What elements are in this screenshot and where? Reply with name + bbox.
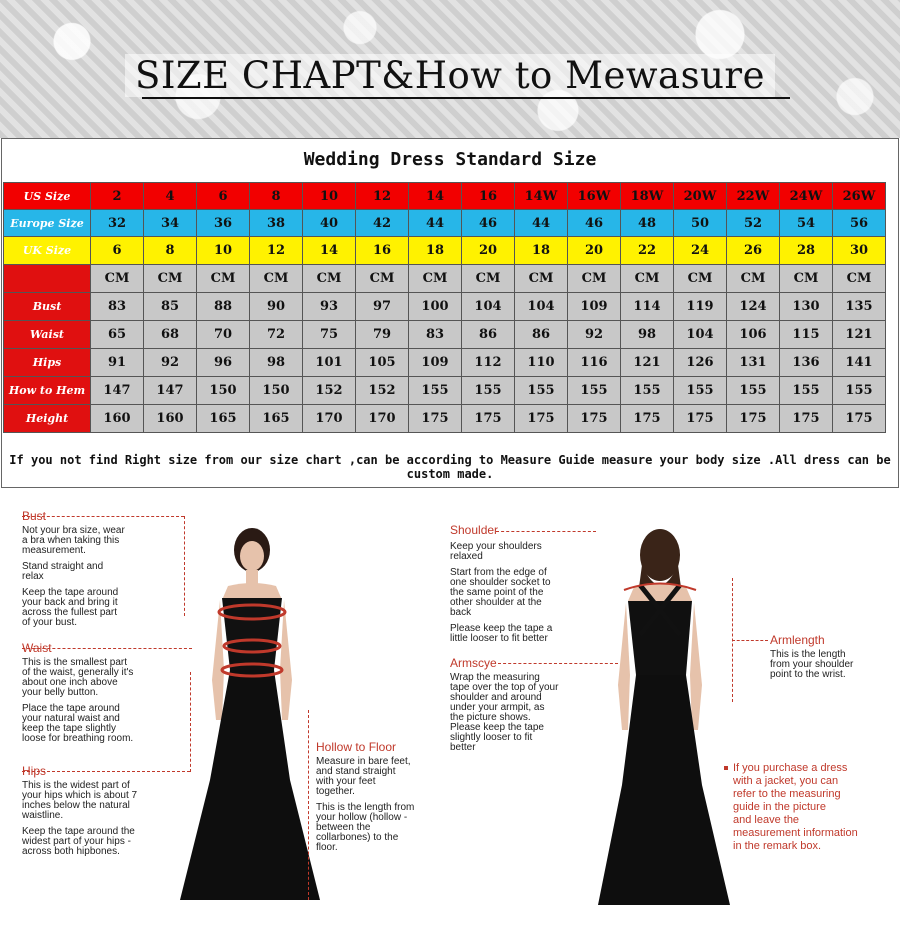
size-cell: 91 — [91, 349, 144, 377]
size-cell: 4 — [144, 183, 197, 210]
size-cell: CM — [568, 265, 621, 293]
size-cell: 16 — [356, 237, 409, 265]
row-label: Hips — [4, 349, 91, 377]
size-cell: 16 — [462, 183, 515, 210]
size-cell: 26 — [727, 237, 780, 265]
size-cell: CM — [197, 265, 250, 293]
size-row — [4, 237, 886, 265]
size-cell: 18 — [409, 237, 462, 265]
size-cell: CM — [250, 265, 303, 293]
size-cell: 152 — [303, 377, 356, 405]
header-banner — [0, 0, 900, 138]
size-cell: 38 — [250, 210, 303, 237]
size-cell: 165 — [250, 405, 303, 433]
size-cell: 155 — [621, 377, 674, 405]
size-cell: 147 — [91, 377, 144, 405]
size-cell: 175 — [621, 405, 674, 433]
size-cell: 14W — [515, 183, 568, 210]
size-cell: 12 — [356, 183, 409, 210]
size-cell: 124 — [727, 293, 780, 321]
size-cell: 28 — [780, 237, 833, 265]
size-cell: 32 — [91, 210, 144, 237]
waist-heading: Waist — [22, 641, 52, 655]
size-cell: 170 — [356, 405, 409, 433]
size-cell: 152 — [356, 377, 409, 405]
size-cell: 22W — [727, 183, 780, 210]
page-title: SIZE CHAPT&How to Mewasure — [0, 54, 900, 97]
size-cell: 90 — [250, 293, 303, 321]
size-row — [4, 377, 886, 405]
size-cell: 79 — [356, 321, 409, 349]
hips-guide — [22, 764, 137, 857]
size-cell: 88 — [197, 293, 250, 321]
size-cell: 24 — [674, 237, 727, 265]
row-label: Waist — [4, 321, 91, 349]
size-cell: 155 — [780, 377, 833, 405]
size-cell: 86 — [462, 321, 515, 349]
size-cell: CM — [409, 265, 462, 293]
size-cell: 6 — [91, 237, 144, 265]
size-cell: 135 — [833, 293, 886, 321]
size-cell: 101 — [303, 349, 356, 377]
size-cell: 100 — [409, 293, 462, 321]
size-cell: 85 — [144, 293, 197, 321]
size-row — [4, 349, 886, 377]
armlength-heading: Armlength — [770, 633, 825, 647]
size-cell: 175 — [462, 405, 515, 433]
size-cell: 112 — [462, 349, 515, 377]
jacket-note-block — [724, 762, 858, 853]
bust-guide — [22, 509, 125, 628]
size-table — [3, 182, 886, 433]
armlength-note: This is the length from your shoulder point to the wrist. — [770, 649, 854, 680]
row-label — [4, 265, 91, 293]
size-cell: 147 — [144, 377, 197, 405]
row-label: US Size — [4, 183, 91, 210]
shoulder-note: Please keep the tape a little looser to fit better — [450, 623, 553, 644]
size-cell: 175 — [568, 405, 621, 433]
row-label: Height — [4, 405, 91, 433]
size-cell: 150 — [250, 377, 303, 405]
armscye-leader — [498, 663, 618, 664]
size-cell: 92 — [144, 349, 197, 377]
size-row — [4, 183, 886, 210]
size-cell: 83 — [91, 293, 144, 321]
bullet-icon — [724, 766, 728, 770]
size-cell: 131 — [727, 349, 780, 377]
size-cell: 150 — [197, 377, 250, 405]
size-cell: 2 — [91, 183, 144, 210]
size-cell: 175 — [833, 405, 886, 433]
size-cell: 48 — [621, 210, 674, 237]
size-cell: 86 — [515, 321, 568, 349]
size-cell: 98 — [621, 321, 674, 349]
size-cell: 18W — [621, 183, 674, 210]
size-cell: 170 — [303, 405, 356, 433]
size-cell: 93 — [303, 293, 356, 321]
size-cell: 104 — [462, 293, 515, 321]
hollow-note: Measure in bare feet, and stand straight with your feet together. — [316, 756, 411, 797]
bust-leader — [22, 516, 184, 517]
row-label: UK Size — [4, 237, 91, 265]
shoulder-guide — [450, 523, 552, 644]
size-chart-title: Wedding Dress Standard Size — [303, 149, 597, 170]
size-cell: 44 — [409, 210, 462, 237]
bust-note: Stand straight and relax — [22, 561, 104, 582]
shoulder-note: Start from the edge of one shoulder socket to the same point of the other shoulder at the back — [450, 567, 551, 618]
hips-note: Keep the tape around the widest part of your hips - across both hipbones. — [22, 826, 135, 857]
hollow-leader — [308, 710, 309, 900]
size-cell: 155 — [727, 377, 780, 405]
size-cell: 97 — [356, 293, 409, 321]
size-cell: 106 — [727, 321, 780, 349]
size-cell: 105 — [356, 349, 409, 377]
waist-note: This is the smallest part of the waist, generally it's about one inch above your belly button. — [22, 657, 134, 698]
size-cell: 119 — [674, 293, 727, 321]
size-cell: 70 — [197, 321, 250, 349]
size-cell: 12 — [250, 237, 303, 265]
row-label: Bust — [4, 293, 91, 321]
size-cell: 96 — [197, 349, 250, 377]
size-cell: 8 — [250, 183, 303, 210]
size-cell: 165 — [197, 405, 250, 433]
size-cell: 10 — [303, 183, 356, 210]
size-cell: 44 — [515, 210, 568, 237]
row-label: How to Hem — [4, 377, 91, 405]
size-cell: 104 — [515, 293, 568, 321]
armscye-guide — [450, 656, 558, 753]
hollow-heading: Hollow to Floor — [316, 740, 397, 754]
size-cell: 155 — [568, 377, 621, 405]
size-cell: 20 — [462, 237, 515, 265]
size-cell: 109 — [568, 293, 621, 321]
size-cell: 6 — [197, 183, 250, 210]
waist-leader — [22, 648, 192, 649]
shoulder-note: Keep your shoulders relaxed — [450, 541, 542, 562]
size-cell: 52 — [727, 210, 780, 237]
size-cell: 40 — [303, 210, 356, 237]
bust-heading: Bust — [22, 509, 47, 523]
hips-leader — [22, 771, 190, 772]
size-cell: 109 — [409, 349, 462, 377]
armlength-guide — [770, 633, 853, 680]
hollow-note: This is the length from your hollow (hollow - between the collarbones) to the floor. — [316, 802, 415, 853]
size-cell: 175 — [674, 405, 727, 433]
size-cell: 175 — [780, 405, 833, 433]
size-cell: CM — [727, 265, 780, 293]
size-cell: 75 — [303, 321, 356, 349]
size-cell: CM — [674, 265, 727, 293]
hips-heading: Hips — [22, 764, 47, 778]
size-cell: 160 — [91, 405, 144, 433]
size-cell: 160 — [144, 405, 197, 433]
size-cell: 136 — [780, 349, 833, 377]
armlength-leader — [732, 640, 768, 641]
size-cell: 175 — [515, 405, 568, 433]
size-cell: 36 — [197, 210, 250, 237]
size-cell: 83 — [409, 321, 462, 349]
size-cell: CM — [833, 265, 886, 293]
size-cell: 14 — [303, 237, 356, 265]
size-cell: 20 — [568, 237, 621, 265]
size-cell: CM — [303, 265, 356, 293]
size-cell: CM — [144, 265, 197, 293]
bust-note: Keep the tape around your back and bring it across the fullest part of your bust. — [22, 587, 119, 628]
bust-note: Not your bra size, wear a bra when taking this measurement. — [22, 525, 125, 556]
armscye-heading: Armscye — [450, 656, 497, 670]
size-cell: 20W — [674, 183, 727, 210]
size-cell: 114 — [621, 293, 674, 321]
size-cell: CM — [621, 265, 674, 293]
size-cell: 115 — [780, 321, 833, 349]
hips-leader — [190, 672, 191, 772]
hollow-guide — [316, 740, 414, 853]
size-chart-note: If you not find Right size from our size chart ,can be according to Measure Guide measure your body size .All dress can be custom made. — [9, 453, 891, 481]
size-cell: 10 — [197, 237, 250, 265]
size-cell: 155 — [833, 377, 886, 405]
size-cell: 46 — [462, 210, 515, 237]
size-cell: 110 — [515, 349, 568, 377]
size-cell: 72 — [250, 321, 303, 349]
size-cell: 22 — [621, 237, 674, 265]
size-row — [4, 210, 886, 237]
size-cell: 65 — [91, 321, 144, 349]
bust-leader — [184, 516, 185, 616]
size-cell: 126 — [674, 349, 727, 377]
shoulder-heading: Shoulder — [450, 523, 499, 537]
size-row — [4, 265, 886, 293]
size-cell: 141 — [833, 349, 886, 377]
size-cell: CM — [515, 265, 568, 293]
size-cell: 16W — [568, 183, 621, 210]
size-cell: 56 — [833, 210, 886, 237]
size-cell: CM — [462, 265, 515, 293]
title-underline — [142, 97, 790, 99]
size-cell: 18 — [515, 237, 568, 265]
size-cell: 130 — [780, 293, 833, 321]
size-cell: 155 — [674, 377, 727, 405]
armscye-note: Wrap the measuring tape over the top of your shoulder and around under your armpit, as the picture shows. Please keep the tape slightly looser to fit better — [450, 672, 559, 753]
size-cell: 155 — [409, 377, 462, 405]
size-cell: 155 — [515, 377, 568, 405]
size-cell: 24W — [780, 183, 833, 210]
front-dress-figure — [170, 520, 330, 905]
waist-note: Place the tape around your natural waist and keep the tape slightly loose for breathing room. — [22, 703, 134, 744]
size-row — [4, 293, 886, 321]
size-cell: 92 — [568, 321, 621, 349]
hips-note: This is the widest part of your hips which is about 7 inches below the natural waistline. — [22, 780, 138, 821]
size-cell: 8 — [144, 237, 197, 265]
size-cell: 54 — [780, 210, 833, 237]
size-cell: 68 — [144, 321, 197, 349]
size-row — [4, 321, 886, 349]
waist-guide — [22, 641, 133, 744]
row-label: Europe Size — [4, 210, 91, 237]
size-cell: 42 — [356, 210, 409, 237]
size-cell: 34 — [144, 210, 197, 237]
size-cell: 121 — [833, 321, 886, 349]
size-cell: 175 — [727, 405, 780, 433]
size-cell: CM — [356, 265, 409, 293]
size-cell: 121 — [621, 349, 674, 377]
size-cell: 155 — [462, 377, 515, 405]
shoulder-leader — [496, 531, 596, 532]
size-cell: 46 — [568, 210, 621, 237]
size-cell: 26W — [833, 183, 886, 210]
size-cell: CM — [91, 265, 144, 293]
size-cell: 104 — [674, 321, 727, 349]
size-cell: 14 — [409, 183, 462, 210]
size-cell: 50 — [674, 210, 727, 237]
size-cell: 116 — [568, 349, 621, 377]
size-row — [4, 405, 886, 433]
size-cell: 30 — [833, 237, 886, 265]
size-cell: 175 — [409, 405, 462, 433]
size-cell: 98 — [250, 349, 303, 377]
size-chart — [1, 138, 899, 488]
size-cell: CM — [780, 265, 833, 293]
jacket-note: If you purchase a dress with a jacket, you can refer to the measuring guide in the picture and leave the measurement information in the remark box. — [733, 762, 858, 852]
